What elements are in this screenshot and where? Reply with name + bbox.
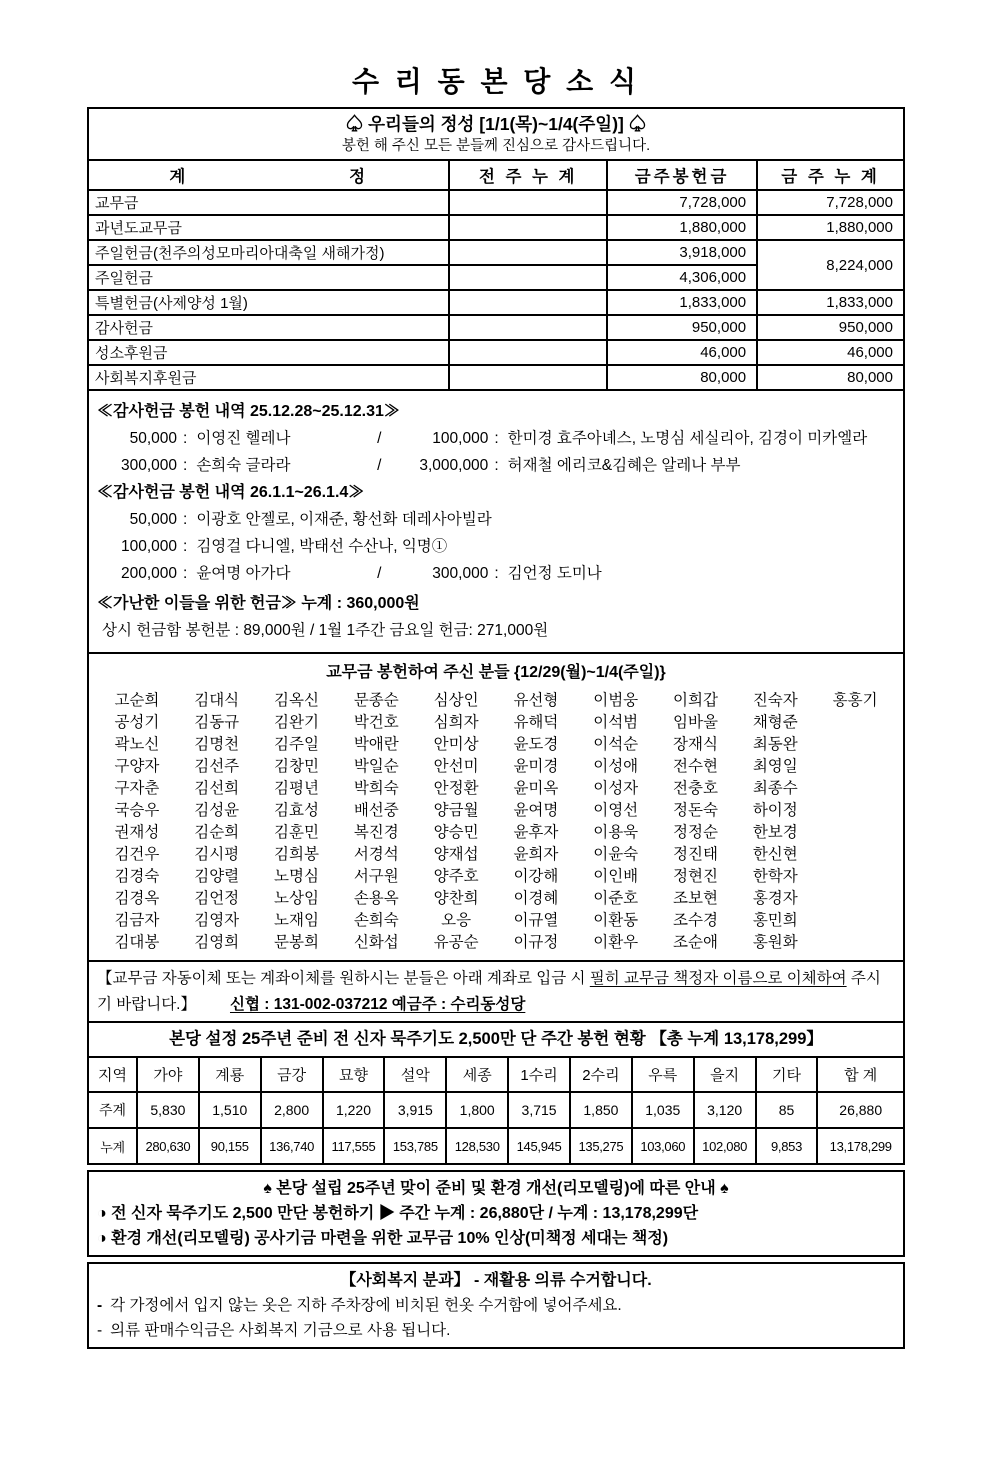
donor-name: 안미상 — [433, 736, 479, 753]
donor-name: 김순희 — [194, 824, 240, 841]
offering-row — [88, 190, 904, 215]
donation-amount-2: 3,000,000 — [419, 457, 489, 474]
region-value-cell: 3,715 — [508, 1092, 570, 1128]
offering-col-account-left: 계 — [169, 168, 189, 186]
region-value-cell: 5,830 — [137, 1092, 199, 1128]
offering-header-box — [87, 107, 905, 161]
separator-slash: / — [377, 430, 382, 447]
donor-name: 김창민 — [274, 758, 319, 775]
donor-name: 박일순 — [353, 758, 399, 775]
offering-subheader: 봉헌 해 주신 모든 분들께 진심으로 감사드립니다. — [341, 138, 651, 154]
donation-amount: 50,000 — [129, 430, 177, 447]
offering-row-label: 특별헌금(사제양성 1월) — [88, 290, 449, 315]
donor-name: 김옥신 — [274, 692, 319, 709]
donor-name-list: 김영걸 다니엘, 박태선 수산나, 익명① — [196, 538, 448, 555]
donor-names-grid — [97, 690, 895, 954]
offering-col-week-amount: 금주봉헌금 — [607, 160, 757, 190]
region-col: 우륵 — [632, 1057, 694, 1092]
thanks-line — [97, 506, 895, 533]
donor-name: 유해덕 — [513, 714, 559, 731]
region-row-label: 주계 — [88, 1092, 137, 1128]
dash-bullet: - — [97, 1322, 103, 1339]
region-col: 묘향 — [323, 1057, 385, 1092]
offering-row — [88, 290, 904, 315]
donation-amount: 100,000 — [120, 538, 177, 555]
offering-week-amount-cell: 4,306,000 — [607, 265, 757, 290]
offering-week-amount-cell: 46,000 — [607, 340, 757, 365]
offering-row-label: 성소후원금 — [88, 340, 449, 365]
region-value-cell: 103,060 — [632, 1128, 694, 1164]
offering-week-amount-cell: 1,880,000 — [607, 215, 757, 240]
donor-name-list-2: 허재철 에리코&김혜은 알레나 부부 — [507, 457, 741, 474]
donation-amount-2: 300,000 — [432, 565, 489, 582]
region-value-cell: 3,120 — [694, 1092, 756, 1128]
offering-table — [87, 159, 905, 391]
colon: : — [183, 538, 188, 555]
donor-name: 박건호 — [353, 714, 399, 731]
region-header-row — [88, 1057, 904, 1092]
donor-name: 김희봉 — [274, 846, 319, 863]
donor-name: 안정환 — [433, 780, 479, 797]
anniversary-guide-line-1: ◑ 전 신자 묵주기도 2,500 만단 봉헌하기 ▶ 주간 누계 : 26,880단 / 누계 : 13,178,299단 — [97, 1205, 699, 1222]
offering-row — [88, 315, 904, 340]
donor-name: 윤미경 — [513, 758, 559, 775]
thanks-line — [97, 533, 895, 560]
donor-name: 박애란 — [353, 736, 399, 753]
donor-name: 문봉희 — [274, 934, 319, 951]
donor-name: 정현진 — [673, 868, 718, 885]
thanks-group-title: ≪감사헌금 봉헌 내역 26.1.1~26.1.4≫ — [97, 484, 365, 501]
donor-name: 이환우 — [593, 934, 639, 951]
donor-name: 양찬희 — [433, 890, 479, 907]
donor-name: 김시평 — [194, 846, 240, 863]
region-value-cell: 135,275 — [570, 1128, 632, 1164]
donor-name — [815, 778, 895, 800]
donor-name-list: 윤여명 아가다 — [196, 565, 291, 582]
offering-week-total-cell: 1,880,000 — [757, 215, 904, 240]
donor-name: 홍홍기 — [832, 692, 878, 709]
donor-name: 이용욱 — [593, 824, 639, 841]
donor-name: 윤미옥 — [513, 780, 559, 797]
region-value-cell: 117,555 — [323, 1128, 385, 1164]
offering-week-amount-cell: 3,918,000 — [607, 240, 757, 265]
donor-name: 윤여명 — [513, 802, 559, 819]
offering-prev-total-cell — [449, 240, 606, 265]
colon: : — [494, 457, 499, 474]
region-value-cell: 280,630 — [137, 1128, 199, 1164]
transfer-notice-underlined: 필히 교무금 책정자 이름으로 이체하여 — [589, 970, 847, 987]
donor-name: 고순희 — [114, 692, 160, 709]
colon: : — [183, 565, 188, 582]
donor-name: 이성애 — [593, 758, 639, 775]
donor-name: 조수경 — [673, 912, 718, 929]
donor-name: 김완기 — [274, 714, 319, 731]
donor-name: 곽노신 — [114, 736, 160, 753]
donor-name: 서구원 — [353, 868, 399, 885]
donor-name: 권재성 — [114, 824, 160, 841]
offering-week-total-cell: 46,000 — [757, 340, 904, 365]
donor-name: 손용옥 — [353, 890, 399, 907]
donor-name: 한보경 — [752, 824, 798, 841]
offering-table-body — [88, 190, 904, 390]
region-data-row — [88, 1128, 904, 1164]
welfare-item-2 — [97, 1318, 895, 1343]
offering-week-total-cell: 8,224,000 — [757, 240, 904, 290]
region-value-cell: 1,850 — [570, 1092, 632, 1128]
donor-name: 이경혜 — [513, 890, 559, 907]
bulletin-document — [87, 107, 905, 1349]
donation-amount: 200,000 — [120, 565, 177, 582]
donor-name: 김대식 — [194, 692, 240, 709]
region-col: 1수리 — [508, 1057, 570, 1092]
region-value-cell: 3,915 — [384, 1092, 446, 1128]
welfare-item-1 — [97, 1293, 895, 1318]
donor-name: 홍경자 — [752, 890, 798, 907]
donor-name — [815, 712, 895, 734]
donor-name — [815, 844, 895, 866]
transfer-notice-text: 【교무금 자동이체 또는 계좌이체를 원하시는 분들은 아래 계좌로 입금 시 — [97, 970, 590, 987]
poor-fund-title: ≪가난한 이들을 위한 헌금≫ 누계 : 360,000원 — [97, 595, 420, 612]
donor-name: 임바울 — [673, 714, 718, 731]
donor-name: 윤후자 — [513, 824, 559, 841]
offering-prev-total-cell — [449, 215, 606, 240]
donor-name: 이준호 — [593, 890, 639, 907]
offering-week-amount-cell: 950,000 — [607, 315, 757, 340]
region-value-cell: 2,800 — [261, 1092, 323, 1128]
region-value-cell: 153,785 — [384, 1128, 446, 1164]
offering-col-account — [88, 160, 449, 190]
donor-names-title: 교무금 봉헌하여 주신 분들 {12/29(월)~1/4(주일)} — [326, 664, 666, 681]
offering-prev-total-cell — [449, 315, 606, 340]
thanks-group-title: ≪감사헌금 봉헌 내역 25.12.28~25.12.31≫ — [97, 403, 400, 420]
donor-name: 홍원화 — [752, 934, 798, 951]
region-row-label: 누계 — [88, 1128, 137, 1164]
donor-name: 김주일 — [274, 736, 319, 753]
offering-week-amount-cell: 1,833,000 — [607, 290, 757, 315]
region-value-cell: 102,080 — [694, 1128, 756, 1164]
offering-row-label: 교무금 — [88, 190, 449, 215]
donor-name: 윤희자 — [513, 846, 559, 863]
donor-name: 양주호 — [433, 868, 479, 885]
separator-slash: / — [377, 457, 382, 474]
donor-name: 김영희 — [194, 934, 240, 951]
donor-name: 김경숙 — [114, 868, 160, 885]
rosary-region-head — [88, 1057, 904, 1092]
donor-name-list-2: 김언정 도미나 — [507, 565, 602, 582]
donor-name: 이석범 — [593, 714, 639, 731]
donor-name: 김훈민 — [274, 824, 319, 841]
offering-header-row — [88, 160, 904, 190]
bank-account-info: 신협 : 131-002-037212 예금주 : 수리동성당 — [229, 995, 526, 1013]
thanks-groups — [97, 398, 895, 587]
region-value-cell: 90,155 — [199, 1128, 261, 1164]
offering-week-total-cell: 1,833,000 — [757, 290, 904, 315]
donor-name — [815, 932, 895, 954]
donor-name: 조보현 — [673, 890, 718, 907]
region-col-label: 지역 — [88, 1057, 137, 1092]
donor-name: 채형준 — [752, 714, 798, 731]
donor-name: 이영선 — [593, 802, 639, 819]
donor-name: 서경석 — [353, 846, 399, 863]
offering-week-total-cell: 950,000 — [757, 315, 904, 340]
donor-name: 노재임 — [274, 912, 319, 929]
donor-name: 정정순 — [673, 824, 718, 841]
donor-name: 김금자 — [114, 912, 160, 929]
colon: : — [494, 430, 499, 447]
anniversary-guide-box — [87, 1170, 905, 1257]
donor-name: 박희숙 — [353, 780, 399, 797]
region-col: 기타 — [756, 1057, 818, 1092]
donor-name: 노명심 — [274, 868, 319, 885]
donor-name: 심희자 — [433, 714, 479, 731]
offering-prev-total-cell — [449, 340, 606, 365]
donor-name: 한학자 — [752, 868, 798, 885]
region-value-cell: 9,853 — [756, 1128, 818, 1164]
region-data-row — [88, 1092, 904, 1128]
donor-name — [815, 910, 895, 932]
donor-name: 최종수 — [752, 780, 798, 797]
donor-name: 이환동 — [593, 912, 639, 929]
offering-prev-total-cell — [449, 190, 606, 215]
donor-name: 한신현 — [752, 846, 798, 863]
donor-name: 김명천 — [194, 736, 240, 753]
donor-name: 심상인 — [433, 692, 479, 709]
anniversary-guide-line-2: ◑ 환경 개선(리모델링) 공사기금 마련을 위한 교무금 10% 인상(미책정 세대는 책정) — [97, 1230, 669, 1247]
donor-name: 이성자 — [593, 780, 639, 797]
offering-prev-total-cell — [449, 365, 606, 390]
welfare-box — [87, 1262, 905, 1349]
donor-name: 김효성 — [274, 802, 319, 819]
offering-col-prev-total: 전 주 누 계 — [449, 160, 606, 190]
donor-name: 김건우 — [114, 846, 160, 863]
donor-name-list: 이영진 헬레나 — [196, 430, 291, 447]
donor-name: 장재식 — [673, 736, 718, 753]
region-col: 2수리 — [570, 1057, 632, 1092]
region-value-cell: 26,880 — [817, 1092, 904, 1128]
donor-name: 김영자 — [194, 912, 240, 929]
offering-prev-total-cell — [449, 265, 606, 290]
donor-name-list: 손희숙 글라라 — [196, 457, 291, 474]
colon: : — [183, 511, 188, 528]
donor-name: 최영일 — [752, 758, 798, 775]
offering-row — [88, 340, 904, 365]
donor-name: 이범웅 — [593, 692, 639, 709]
donor-name: 김성윤 — [194, 802, 240, 819]
donor-name: 유공순 — [433, 934, 479, 951]
donor-name: 정돈숙 — [673, 802, 718, 819]
donor-name: 배선중 — [353, 802, 399, 819]
region-value-cell: 85 — [756, 1092, 818, 1128]
donor-name: 이규열 — [513, 912, 559, 929]
donor-name: 김언정 — [194, 890, 240, 907]
offering-row — [88, 215, 904, 240]
donor-name: 노상임 — [274, 890, 319, 907]
region-col: 세종 — [446, 1057, 508, 1092]
donor-name: 문종순 — [353, 692, 399, 709]
region-col: 계룡 — [199, 1057, 261, 1092]
donor-name: 정진태 — [673, 846, 718, 863]
offering-row-label: 과년도교무금 — [88, 215, 449, 240]
donor-name: 전수현 — [673, 758, 718, 775]
welfare-title: 【사회복지 분과】 - 재활용 의류 수거합니다. — [340, 1272, 652, 1289]
donor-name: 홍민희 — [752, 912, 798, 929]
offering-row-label: 감사헌금 — [88, 315, 449, 340]
donor-name: 김선희 — [194, 780, 240, 797]
thanks-line — [97, 452, 895, 479]
region-value-cell: 1,035 — [632, 1092, 694, 1128]
donor-name: 이석순 — [593, 736, 639, 753]
offering-col-week-total: 금 주 누 계 — [757, 160, 904, 190]
page-title: 수 리 동 본 당 소 식 — [351, 66, 640, 97]
offering-row-label: 주일헌금 — [88, 265, 449, 290]
offering-header: ♤ 우리들의 정성 [1/1(목)~1/4(주일)] ♤ — [345, 114, 647, 134]
rosary-status-header: 본당 설정 25주년 준비 전 신자 묵주기도 2,500만 단 주간 봉헌 현황 【총 누계 13,178,299】 — [87, 1021, 905, 1058]
separator-slash: / — [377, 565, 382, 582]
donor-name: 공성기 — [114, 714, 160, 731]
donor-name: 최동완 — [752, 736, 798, 753]
offering-row — [88, 365, 904, 390]
donor-name: 진숙자 — [752, 692, 798, 709]
donor-name: 안선미 — [433, 758, 479, 775]
donor-name: 김양렬 — [194, 868, 240, 885]
donor-name: 이인배 — [593, 868, 639, 885]
region-value-cell: 13,178,299 — [817, 1128, 904, 1164]
donor-name: 오응 — [441, 912, 472, 929]
donor-names-box — [87, 652, 905, 962]
region-value-cell: 1,220 — [323, 1092, 385, 1128]
donor-name: 이강해 — [513, 868, 559, 885]
donation-amount-2: 100,000 — [432, 430, 489, 447]
donor-name — [815, 734, 895, 756]
donor-name: 이희갑 — [673, 692, 718, 709]
donor-name: 김평년 — [274, 780, 319, 797]
transfer-notice-box — [87, 960, 905, 1023]
donor-name: 신화섭 — [353, 934, 399, 951]
donor-name: 구자춘 — [114, 780, 160, 797]
thanks-line — [97, 425, 895, 452]
donor-name: 유선형 — [513, 692, 559, 709]
donor-name: 김대봉 — [114, 934, 160, 951]
offering-row-label: 주일헌금(천주의성모마리아대축일 새해가정) — [88, 240, 449, 265]
anniversary-guide-title: ♠ 본당 설립 25주년 맞이 준비 및 환경 개선(리모델링)에 따른 안내 ♠ — [263, 1180, 729, 1197]
donor-name: 하이정 — [752, 802, 798, 819]
donor-name: 김경옥 — [114, 890, 160, 907]
offering-week-total-cell: 80,000 — [757, 365, 904, 390]
offering-row-label: 사회복지후원금 — [88, 365, 449, 390]
donor-name — [815, 756, 895, 778]
donor-name: 양승민 — [433, 824, 479, 841]
offering-week-total-cell: 7,728,000 — [757, 190, 904, 215]
donor-name: 이윤숙 — [593, 846, 639, 863]
donor-name: 구양자 — [114, 758, 160, 775]
offering-week-amount-cell: 7,728,000 — [607, 190, 757, 215]
donor-name — [815, 866, 895, 888]
welfare-item-2-text: 의류 판매수익금은 사회복지 기금으로 사용 됩니다. — [110, 1322, 451, 1339]
region-col: 금강 — [261, 1057, 323, 1092]
donor-name: 김동규 — [194, 714, 240, 731]
thanks-line — [97, 560, 895, 587]
dash-bullet: - — [97, 1297, 103, 1314]
colon: : — [183, 457, 188, 474]
region-col: 합 계 — [817, 1057, 904, 1092]
donation-amount: 50,000 — [129, 511, 177, 528]
offering-week-amount-cell: 80,000 — [607, 365, 757, 390]
rosary-region-body — [88, 1092, 904, 1164]
donor-name-list: 이광호 안젤로, 이재준, 황선화 데레사아빌라 — [196, 511, 492, 528]
region-col: 설악 — [384, 1057, 446, 1092]
region-col: 을지 — [694, 1057, 756, 1092]
offering-row — [88, 240, 904, 265]
rosary-region-table — [87, 1056, 905, 1165]
donor-name: 조순애 — [673, 934, 718, 951]
region-value-cell: 1,800 — [446, 1092, 508, 1128]
offering-col-account-right: 정 — [349, 168, 369, 186]
donor-name: 전충호 — [673, 780, 718, 797]
donor-name: 손희숙 — [353, 912, 399, 929]
transfer-notice-post: 주시기 바랍니다.】 — [97, 970, 881, 1013]
offering-prev-total-cell — [449, 290, 606, 315]
colon: : — [183, 430, 188, 447]
poor-fund-detail: 상시 헌금함 봉헌분 : 89,000원 / 1월 1주간 금요일 헌금: 271,000원 — [102, 622, 549, 639]
region-value-cell: 1,510 — [199, 1092, 261, 1128]
donor-name — [815, 822, 895, 844]
region-value-cell: 136,740 — [261, 1128, 323, 1164]
donor-name: 국승우 — [114, 802, 160, 819]
region-value-cell: 145,945 — [508, 1128, 570, 1164]
colon: : — [494, 565, 499, 582]
donor-name — [815, 888, 895, 910]
donor-name — [815, 800, 895, 822]
donor-name: 윤도경 — [513, 736, 559, 753]
donor-name-list-2: 한미경 효주아녜스, 노명심 세실리아, 김경이 미카엘라 — [507, 430, 868, 447]
region-col: 가야 — [137, 1057, 199, 1092]
region-value-cell: 128,530 — [446, 1128, 508, 1164]
donor-name: 김선주 — [194, 758, 240, 775]
welfare-item-1-text: 각 가정에서 입지 않는 옷은 지하 주차장에 비치된 헌옷 수거함에 넣어주세요. — [110, 1297, 622, 1314]
donor-name: 양재섭 — [433, 846, 479, 863]
donation-amount: 300,000 — [120, 457, 177, 474]
donor-name: 양금월 — [433, 802, 479, 819]
donor-name: 복진경 — [353, 824, 399, 841]
donor-name: 이규정 — [513, 934, 559, 951]
thanks-box — [87, 389, 905, 654]
